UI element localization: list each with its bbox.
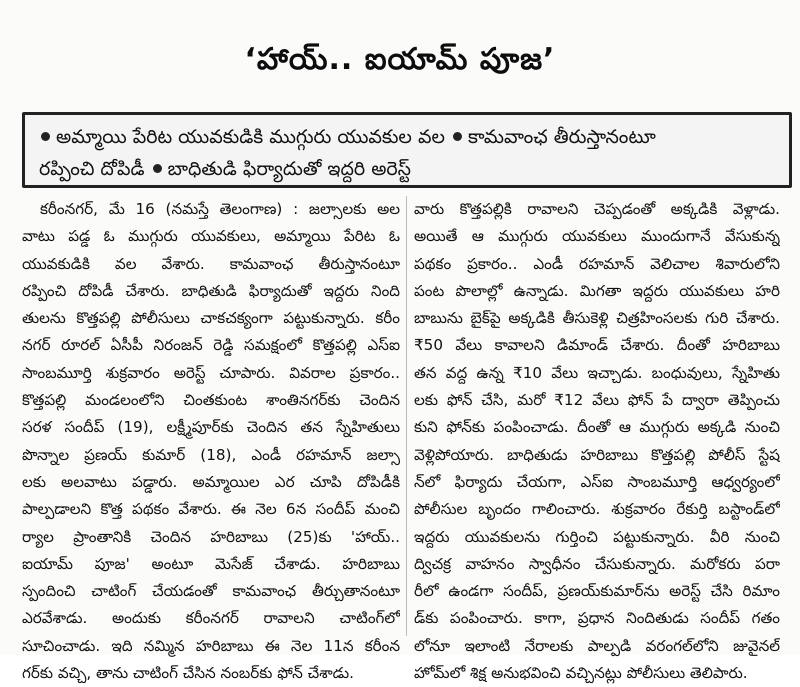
article-line: న్‌లో ఫిర్యాదు చేయగా, ఎస్ఐ సాంబమూర్తి ఆధ్వర్యంలో — [414, 472, 780, 491]
article-line: ఐయామ్ పూజ' అంటూ మెసేజ్ చేశాడు. హరిబాబు — [22, 554, 400, 573]
article-line: యువకుడికి వల వేశారు. కామవాంఛ తీరుస్తానంటూ — [22, 254, 400, 273]
article-line: అయితే ఆ ముగ్గురు యువకులు ముందుగానే వేసుకున్న — [414, 227, 780, 246]
bullet-icon — [153, 164, 162, 173]
article-line: పోలీసుల బృందం గాలించారు. శుక్రవారం రేకుర్తి బస్టాండ్‌లో — [414, 500, 780, 519]
bullet-icon — [41, 132, 50, 141]
article-line: లకు అలవాటు పడ్డారు. అమ్మాయిల ఎర చూపి దోపిడీకి — [22, 472, 400, 491]
article-line: ఎరవేశాడు. అందుకు కరీంనగర్ రావాలని చాటింగ్‌లో — [22, 609, 400, 628]
article-line: లకు ఫోన్ చేసి, మరో ₹12 వేలు ఫోన్ పే ద్వారా తెప్పించు — [414, 391, 780, 410]
article-line: వెళ్లిపోయారు. బాధితుడు హరిబాబు కొత్తపల్లి పోలీస్ స్టేష — [414, 445, 780, 464]
subhead-point: బాధితుడి ఫిర్యాదుతో ఇద్దరి అరెస్ట్ — [167, 158, 412, 180]
article-line: గర్‌కు వచ్చి, తాను చాటింగ్ చేసిన నంబర్‌కు ఫోన్ చేశాడు. — [22, 664, 354, 683]
article-line: ఇద్దరు యువకులను గుర్తించి పట్టుకున్నారు. వీరి నుంచి — [414, 527, 780, 546]
article-line: పంట పొలాల్లో ఉన్నాడు. మిగతా ఇద్దరు యువకులు హరి — [414, 281, 780, 300]
article-column-left — [22, 196, 400, 687]
article-line: వారు కొత్తపల్లికి రావాలని చెప్పడంతో అక్కడికి వెళ్లాడు. — [414, 200, 780, 218]
subhead-point: కామవాంఛ తీరుస్తానంటూ — [467, 126, 656, 148]
article-line: నగర్ రూరల్ ఏసీపీ నిరంజన్ రెడ్డి సమక్షంలో కొత్తపల్లి ఎస్ఐ — [22, 336, 400, 355]
article-line: ద్విచక్ర వాహనం స్వాధీనం చేసుకున్నారు. మరోకరు పరా — [414, 554, 780, 573]
article-column-right — [414, 196, 780, 687]
article-line: ర్యాల ప్రాంతానికి చెందిన హరిబాబు (25)కు 'హాయ్.. — [22, 527, 400, 546]
article-line: వాటు పడ్డ ఓ ముగ్గురు యువకులు, అమ్మాయి పేరిట ఓ — [22, 227, 400, 246]
subheadline-line-2 — [39, 153, 779, 185]
article-line: కుని ఫోన్‌కు పంపించాడు. దీంతో ఆ ముగ్గురు అక్కడి నుంచి — [414, 418, 780, 437]
article-line: సరళ సందీప్ (19), లక్ష్మీపూర్‌కు చెందిన తన స్నేహితులు — [22, 418, 400, 437]
article-line: డ్‌కు పంపించారు. కాగా, ప్రధాన నిందితుడు సందీప్ గతం — [414, 609, 780, 628]
subhead-point: అమ్మాయి పేరిట యువకుడికి ముగ్గురు యువకుల వల — [56, 126, 445, 148]
article-line: బాబును బైక్‌పై అక్కడికి తీసుకెళ్లి చిత్రహింసలకు గురి చేశారు. — [414, 309, 780, 328]
subheadline-box — [22, 112, 792, 188]
subheadline-line-1 — [39, 121, 779, 153]
article-line: రీలో ఉండగా సందీప్, ప్రణయ్‌కుమార్‌ను అరెస్ట్ చేసి రిమాం — [414, 582, 780, 601]
column-divider — [406, 196, 407, 636]
bullet-icon — [453, 132, 462, 141]
headline: ‘హాయ్.. ఐయామ్ పూజ’ — [244, 42, 556, 77]
article-line: పాల్పడాలని కొత్త పథకం వేశారు. ఈ నెల 6న సందీప్ మంచి — [22, 500, 400, 519]
article-line: పొన్నాల ప్రణయ్ కుమార్ (18), ఎండీ రహమాన్ జల్సా — [22, 445, 400, 464]
article-line: రప్పించి దోపిడీ చేశారు. బాధితుడి ఫిర్యాదుతో ఇద్దరు నింది — [22, 281, 400, 300]
subhead-point: రప్పించి దోపిడీ — [39, 158, 145, 180]
article-line: కరీంనగర్, మే 16 (నమస్తే తెలంగాణ) : జల్సాలకు అల — [40, 200, 400, 218]
article-line: ₹50 వేలు కావాలని డిమాండ్ చేశారు. దీంతో హరిబాబు — [414, 336, 780, 355]
article-line: సూచించాడు. ఇది నమ్మిన హరిబాబు ఈ నెల 11న కరీంన — [22, 636, 400, 655]
article-line: పథకం ప్రకారం.. ఎండీ రహమాన్ వెలిచాల శివారులోని — [414, 254, 780, 273]
article-line: కొత్తపల్లి మండలంలోని చింతకుంట శాంతినగర్‌కు చెందిన — [22, 391, 400, 410]
article-line: లోనూ ఇలాంటి నేరాలకు పాల్పడి వరంగల్‌లోని జువైనల్ — [414, 636, 780, 655]
article-line: తన వద్ద ఉన్న ₹10 వేలు ఇచ్చాడు. బంధువులు, స్నేహితు — [414, 363, 780, 382]
article-line: హోమ్‌లో శిక్ష అనుభవించి వచ్చినట్లు పోలీసులు తెలిపారు. — [414, 664, 748, 683]
article-line: సాంబమూర్తి శుక్రవారం అరెస్ట్ చూపారు. వివరాల ప్రకారం.. — [22, 363, 400, 382]
article-line: స్పందించి చాటింగ్ చేయడంతో కామవాంఛ తీర్చుతానంటూ — [22, 582, 400, 601]
article-line: తులను కొత్తపల్లి పోలీసులు చాకచక్యంగా పట్టుకున్నారు. కరీం — [22, 309, 400, 328]
